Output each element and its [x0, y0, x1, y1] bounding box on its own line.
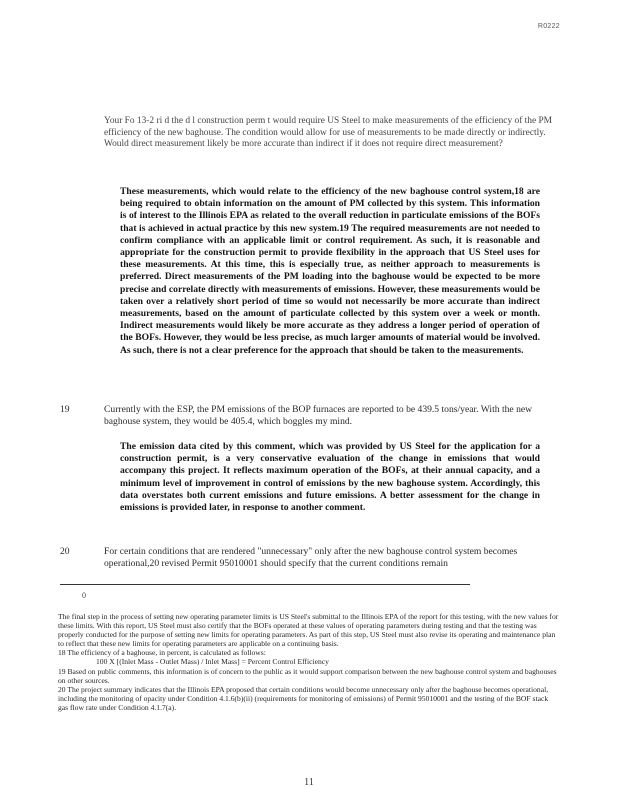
page-number: 11: [304, 777, 314, 788]
item-19-number: 19: [60, 404, 70, 415]
document-stamp: R0222: [537, 23, 560, 30]
footnote-divider: [60, 584, 470, 585]
response-19-text: The emission data cited by this comment, which was provided by US Steel for the application for a construction permit, is a very conservative evaluation of the change in emissions that would accompany this project. It reflects maximum operation of the BOFs, at their annual capacity, and a minimum level of improvement in control of emissions by the new baghouse system. Accordingly, this data overstates both current emissions and future emissions. A better assessment for the change in emissions is provided later, in response to another comment.: [120, 441, 540, 514]
footnote-formula: 100 X [(Inlet Mass - Outlet Mass) / Inlet Mass] = Percent Control Efficiency: [96, 657, 329, 667]
footnote-20: 20 The project summary indicates that the Illinois EPA proposed that certain conditions would become unnecessary only after the baghouse becomes operational, including the monitoring of opacity under Condition 4.1.6(b)(ii) (requirements for monitoring of emissions) of Permit 95010001 and the testing of the BOF stack gas flow rate under Condition 4.1.7(a).: [58, 684, 549, 712]
footnote-19: 19 Based on public comments, this information is of concern to the public as it would support comparison between the new baghouse control system and baghouses on other sources.: [58, 666, 557, 685]
footnote-18: 18 The efficiency of a baghouse, in percent, is calculated as follows:: [58, 648, 266, 658]
footnote-text: The final step in the process of setting new operating parameter limits is US Steel's submittal to the Illinois EPA of the report for this testing, with the new values for these limits. With this report, US Steel must also certify that the BOFs operated at these values of operating parameters during testing and that the testing was properly conducted for the purpose of setting new limits for operating parameters. As part of this step, US Steel must also revise its operating and maintenance plan to reflect that these new limits for operating parameters are applicable on a continuing basis.: [58, 612, 559, 649]
item-20-number: 20: [60, 546, 70, 557]
item-20-text: For certain conditions that are rendered "unnecessary" only after the new baghouse control system becomes operational,20 revised Permit 95010001 should specify that the current conditions remain: [104, 546, 518, 569]
question-18-text: Your Fo 13-2 ri d the d l construction perm t would require US Steel to make measurements of the efficiency of the PM efficiency of the new baghouse. The condition would allow for use of measurements to be made directly or indirectly. Would direct measurement likely be more accurate than indirect if it does not require direct measurement?: [104, 116, 553, 150]
footnote-marker: 0: [82, 591, 86, 600]
item-19-text: Currently with the ESP, the PM emissions of the BOP furnaces are reported to be 439.5 tons/year. With the new baghouse system, they would be 405.4, which boggles my mind.: [104, 404, 533, 427]
footnotes-block: [58, 612, 560, 712]
response-18-text: These measurements, which would relate to the efficiency of the new baghouse control system,18 are being required to obtain information on the amount of PM collected by this system. This information is of interest to the Illinois EPA as related to the overall reduction in particulate emissions of the BOFs that is achieved in actual practice by this new system.19 The required measurements are not needed to confirm compliance with an applicable limit or control requirement. As such, it is reasonable and appropriate for the construction permit to provide flexibility in the approach that US Steel uses for these measurements. At this time, this is especially true, as neither approach to measurements is preferred. Direct measurements of the PM loading into the baghouse would be expected to be more precise and correlate directly with measurements of emissions. However, these measurements would be taken over a relatively short period of time so would not necessarily be more accurate than indirect measurements, based on the amount of particulate collected by this system over a week or month. Indirect measurements would likely be more accurate as they address a longer period of operation of the BOFs. However, they would be less precise, as much larger amounts of material would be involved. As such, there is not a clear preference for the approach that should be taken to the measurements.: [120, 186, 540, 356]
